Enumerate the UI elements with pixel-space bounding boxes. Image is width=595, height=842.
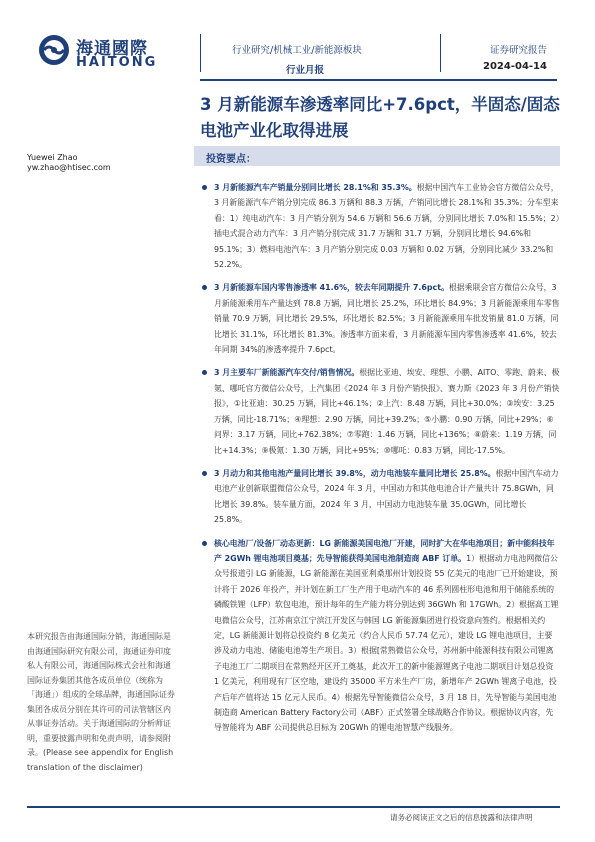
summary-item xyxy=(200,365,560,457)
summary-item-text: 根据乘联会官方微信公众号，3 月新能源乘用车产量达到 78.8 万辆，同比增长 25.2%，环比增长 84.9%；3 月新能源乘用车零售销量 70.9 万辆，同比增长 29.5%，环比增长 82.5%；3 月新能源乘用车批发销量 81.0 万辆，同比增长 31.1%，环比增长 81.3%。渗透率方面来看，3 月新能源车国内零售渗透率 41.6%，较去年同期 34%的渗透率提升 7.6pct。 xyxy=(214,283,560,355)
bullet-icon xyxy=(202,370,207,375)
report-date: 2024-04-14 xyxy=(483,61,547,72)
bullet-icon xyxy=(202,541,207,546)
footer-rule xyxy=(27,806,560,808)
summary-item-highlight: 3 月主要车厂新能源汽车交付/销售情况。 xyxy=(214,368,360,378)
report-title: 3 月新能源车渗透率同比+7.6pct，半固态/固态电池产业化取得进展 xyxy=(200,95,560,140)
bullet-icon xyxy=(202,471,207,476)
summary-list xyxy=(200,180,560,744)
bullet-icon xyxy=(202,185,207,190)
summary-item xyxy=(200,180,560,272)
haitong-logo-icon xyxy=(38,34,70,66)
summary-item-highlight: 3 月新能源汽车产销量分别同比增长 28.1%和 35.3%。 xyxy=(214,183,417,192)
header-divider xyxy=(200,34,201,72)
summary-item xyxy=(200,536,560,736)
summary-item-highlight: 核心电池厂/设备厂动态更新：LG 新能源美国电池厂开建，同时扩大在华电池项目；新中能科技年产 2GWh 锂电池项目奠基；先导智能获得美国电池制造商 ABF 订单。 xyxy=(214,538,555,563)
summary-item-text: 根据中国汽车工业协会官方微信公众号，3 月新能源汽车产销分别完成 86.3 万辆和 88.3 万辆，产销同比增长 28.1%和 35.3%；分车型来看：1）纯电动汽车：3 月产销分别为 54.6 万辆和 56.6 万辆，分别同比增长 7.0%和 15.5%；2）插电式混合动力汽车：3 月产销分别完成 31.7 万辆和 31.7 万辆，分别同比增长 94.6%和 95.1%；3）燃料电池汽车：3 月产销分别完成 0.03 万辆和 0.02 万辆，分别同比减少 33.2%和 52.2%。 xyxy=(214,183,560,270)
author-name: Yuewei Zhao xyxy=(27,153,78,162)
summary-item-text: 1）根据动力电池网微信公众号报道引 LG 新能源，LG 新能源在美国亚利桑那州计划投资 55 亿美元的电池厂已开始建设，预计将于 2026 年投产，并计划在新工厂生产用于电动汽车的 46 系列圆柱形电池和用于储能系统的磷酸铁锂（LFP）软包电池，预计每年的生产能力将分别达到 36GWh 和 17GWh。2）根据高工锂电微信公众号，江苏南京江宁滨江开发区与韩国 LG 新能源集团进行投资意向签约。根据相关约定，LG 新能源计划将总投资约 8 亿美元（约合人民币 57.74 亿元），建设 LG 锂电池项目，主要涉及动力电池、储能电池等生产项目。3）根据[常熟微信公众号，苏州新中能源科技有限公司锂离子电池工厂二期项目在常熟经开区开工奠基，此次开工的新中能源锂离子电池二期项目计划总投资 1 亿美元，利用现有厂区空地，建设约 35000 平方米生产厂房，新增年产 2GWh 锂离子电池，投产后年产值将达 15 亿元人民币。4）根据先导智能微信公众号，3 月 18 日，先导智能与美国电池制造商 American Battery Factory公司（ABF）正式签署全球战略合作协议。根据协议内容，先导智能将为 ABF 公司提供总目标为 20GWh 的锂电池智慧产线服务。 xyxy=(214,553,559,733)
header-rule xyxy=(200,79,557,81)
summary-item xyxy=(200,280,560,357)
author-email[interactable]: yw.zhao@htisec.com xyxy=(27,163,111,172)
report-type-label: 行业月报 xyxy=(286,65,325,76)
summary-item-highlight: 3 月动力和其他电池产量同比增长 39.8%，动力电池装车量同比增长 25.8%。 xyxy=(214,468,496,478)
summary-item xyxy=(200,466,560,528)
disclaimer-text: 本研究报告由海通国际分销，海通国际是由海通国际研究有限公司，海通证券印度私人有限公司，海通国际株式会社和海通国际证券集团其他各成员单位（统称为「海通」）组成的全球品牌，海通国际证券集团各成员分别在其许可的司法管辖区内从事证券活动。关于海通国际的分析师证明，重要披露声明和免责声明，请参阅附录。(Please see appendix for English translation of the disclaimer) xyxy=(27,632,175,772)
logo-english-text: HAITONG xyxy=(76,55,158,70)
bullet-icon xyxy=(202,285,207,290)
summary-item-text: 根据比亚迪、埃安、理想、小鹏、AITO、零跑、蔚来、极氪、哪吒官方微信公众号，上汽集团《2024 年 3 月份产销快报》、赛力斯《2023 年 3 月份产销快报》，①比亚迪：30.25 万辆，同比+46.1%；②上汽：8.48 万辆，同比+30.0%；③埃安：3.25 万辆，同比-18.71%；④理想：2.90 万辆，同比+39.2%；⑤小鹏：0.90 万辆，同比+29%；⑥问界：3.17 万辆，同比+762.38%；⑦零跑：1.46 万辆，同比+136%；⑧蔚来：1.19 万辆，同比+14.3%；⑨极氪：1.30 万辆，同比+95%；⑩哪吒：0.83 万辆，同比-17.5%。 xyxy=(214,368,560,455)
summary-heading: 投资要点： xyxy=(206,154,256,165)
summary-item-text: 根据中国汽车动力电池产业创新联盟微信公众号，2024 年 3 月，中国动力和其他电池合计产量共计 75.8GWh，同比增长 39.8%。装车量方面，2024 年 3 月，中国动力电池装车量 35.0GWh，同比增长 25.8%。 xyxy=(214,468,559,525)
footer-notice: 请务必阅读正文之后的信息披露和法律声明 xyxy=(390,813,533,822)
header-divider xyxy=(440,34,441,72)
summary-item-highlight: 3 月新能源车国内零售渗透率 41.6%，较去年同期提升 7.6pct。 xyxy=(214,283,449,293)
industry-label: 行业研究/机械工业/新能源板块 xyxy=(232,45,362,56)
report-kind-label: 证券研究报告 xyxy=(490,45,548,56)
logo-chinese-text: 海通國際 xyxy=(76,39,148,59)
